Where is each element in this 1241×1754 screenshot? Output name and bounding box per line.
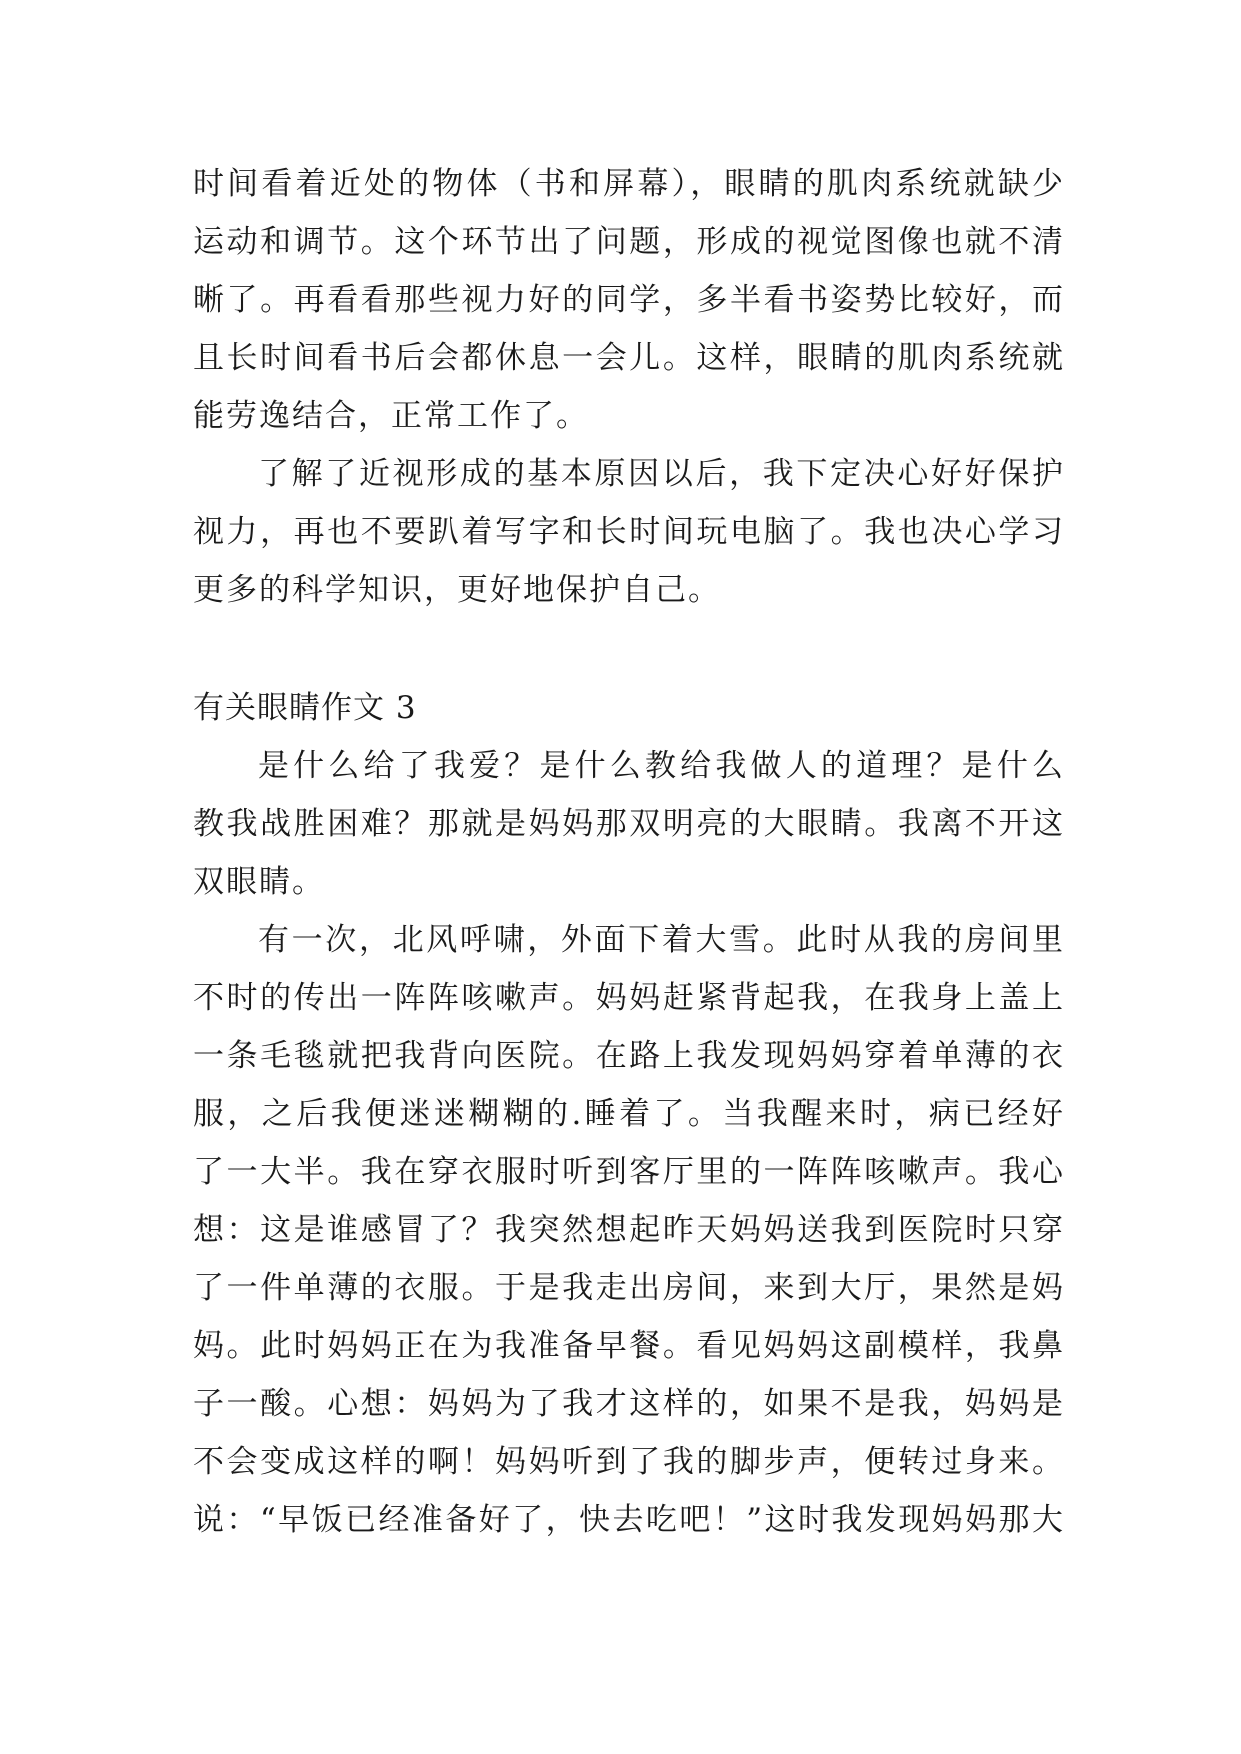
paragraph-1-line-4: 且长时间看书后会都休息一会儿。这样，眼睛的肌肉系统就 — [193, 340, 1063, 376]
paragraph-4-line-10: 不会变成这样的啊！妈妈听到了我的脚步声，便转过身来。 — [193, 1444, 1063, 1480]
paragraph-4-line-3: 一条毛毯就把我背向医院。在路上我发现妈妈穿着单薄的衣 — [193, 1038, 1063, 1074]
paragraph-1-line-5: 能劳逸结合，正常工作了。 — [193, 398, 589, 434]
section-heading: 有关眼睛作文 3 — [193, 690, 417, 726]
paragraph-2-line-2: 视力，再也不要趴着写字和长时间玩电脑了。我也决心学习 — [193, 514, 1063, 550]
paragraph-3-line-3: 双眼睛。 — [193, 864, 325, 900]
paragraph-2-line-3: 更多的科学知识，更好地保护自己。 — [193, 572, 721, 608]
paragraph-4-line-2: 不时的传出一阵阵咳嗽声。妈妈赶紧背起我，在我身上盖上 — [193, 980, 1063, 1016]
paragraph-1-line-3: 晰了。再看看那些视力好的同学，多半看书姿势比较好，而 — [193, 282, 1063, 318]
paragraph-3-line-2: 教我战胜困难？那就是妈妈那双明亮的大眼睛。我离不开这 — [193, 806, 1063, 842]
paragraph-1-line-2: 运动和调节。这个环节出了问题，形成的视觉图像也就不清 — [193, 224, 1063, 260]
paragraph-2-line-1: 了解了近视形成的基本原因以后，我下定决心好好保护 — [258, 456, 1063, 492]
paragraph-3-line-1: 是什么给了我爱？是什么教给我做人的道理？是什么 — [258, 748, 1063, 784]
paragraph-4-line-7: 了一件单薄的衣服。于是我走出房间，来到大厅，果然是妈 — [193, 1270, 1063, 1306]
paragraph-4-line-4: 服，之后我便迷迷糊糊的.睡着了。当我醒来时，病已经好 — [193, 1096, 1063, 1132]
paragraph-4-line-8: 妈。此时妈妈正在为我准备早餐。看见妈妈这副模样，我鼻 — [193, 1328, 1063, 1364]
paragraph-1-line-1: 时间看着近处的物体（书和屏幕），眼睛的肌肉系统就缺少 — [193, 166, 1063, 202]
paragraph-4-line-9: 子一酸。心想：妈妈为了我才这样的，如果不是我，妈妈是 — [193, 1386, 1063, 1422]
paragraph-4-line-11: 说：“早饭已经准备好了，快去吃吧！”这时我发现妈妈那大 — [193, 1502, 1063, 1538]
paragraph-4-line-5: 了一大半。我在穿衣服时听到客厅里的一阵阵咳嗽声。我心 — [193, 1154, 1063, 1190]
paragraph-4-line-1: 有一次，北风呼啸，外面下着大雪。此时从我的房间里 — [258, 922, 1063, 958]
paragraph-4-line-6: 想：这是谁感冒了？我突然想起昨天妈妈送我到医院时只穿 — [193, 1212, 1063, 1248]
